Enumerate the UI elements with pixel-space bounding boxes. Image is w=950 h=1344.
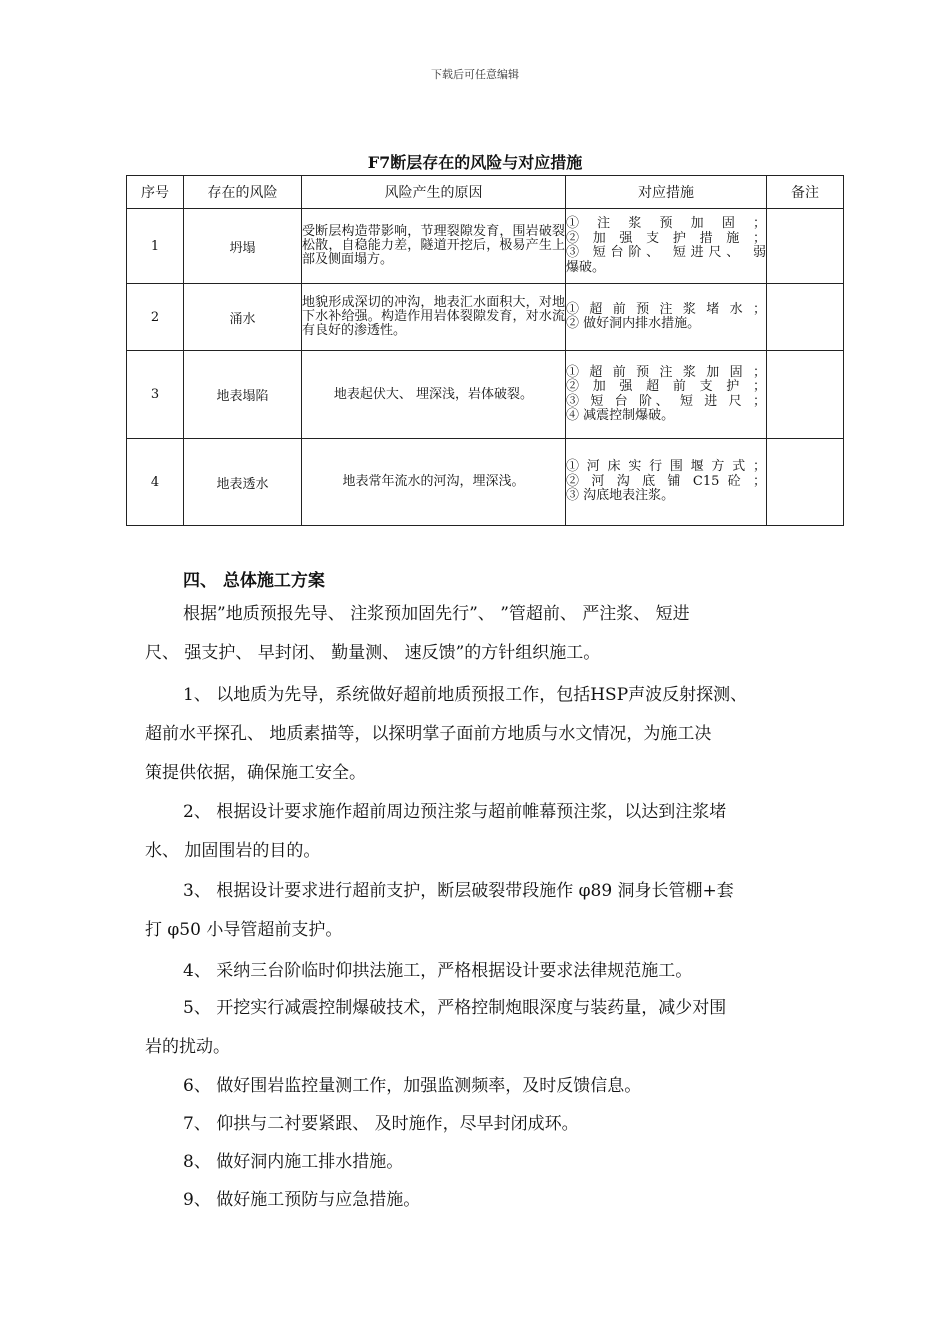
row-risk: 涌水 — [184, 284, 302, 351]
text-line: 2、 根据设计要求施作超前周边预注浆与超前帷幕预注浆，以达到注浆堵 — [183, 802, 727, 822]
text-line: 尺、 强支护、 早封闭、 勤量测、 速反馈”的方针组织施工。 — [145, 643, 601, 663]
row-measures — [566, 439, 767, 526]
table-header-row — [127, 176, 844, 209]
header-risk: 存在的风险 — [184, 176, 302, 209]
intro-paragraph — [145, 595, 808, 673]
row-no: 4 — [127, 439, 184, 526]
text-line: 8、 做好洞内施工排水措施。 — [183, 1152, 404, 1172]
text-line: 1、 以地质为先导，系统做好超前地质预报工作，包括HSP声波反射探测、 — [183, 685, 748, 705]
text-line: 根据”地质预报先导、 注浆预加固先行”、 ”管超前、 严注浆、 短进 — [183, 604, 690, 624]
row-reason: 地表起伏大、 埋深浅，岩体破裂。 — [302, 351, 566, 439]
row-measures — [566, 209, 767, 284]
list-item — [145, 793, 808, 871]
text-line: 岩的扰动。 — [145, 1037, 230, 1057]
measure-line: ② 做好洞内排水措施。 — [566, 316, 701, 331]
measure-line: ① 超 前 预 注 浆 加 固 ； — [566, 364, 766, 380]
text-line: 超前水平探孔、 地质素描等，以探明掌子面前方地质与水文情况，为施工决 — [145, 724, 712, 744]
row-note — [767, 209, 844, 284]
measure-line: ② 河 沟 底 铺 C15 砼 ； — [566, 473, 766, 489]
measure-line: ③ 沟底地表注浆。 — [566, 488, 675, 504]
text-line: 策提供依据，确保施工安全。 — [145, 763, 366, 783]
row-no: 3 — [127, 351, 184, 439]
header-note: 备注 — [767, 176, 844, 209]
row-note — [767, 351, 844, 439]
header-no: 序号 — [127, 176, 184, 209]
text-line: 4、 采纳三台阶临时仰拱法施工，严格根据设计要求法律规范施工。 — [183, 961, 693, 981]
text-line: 9、 做好施工预防与应急措施。 — [183, 1190, 421, 1210]
row-measures — [566, 351, 767, 439]
measure-line: ④ 减震控制爆破。 — [566, 408, 675, 423]
page-header: 下载后可任意编辑 — [431, 68, 519, 81]
row-risk: 地表塌陷 — [184, 351, 302, 439]
measure-line: ③ 短台阶、 短进尺、 弱 — [566, 245, 766, 260]
measure-line: 爆破。 — [566, 259, 606, 275]
text-line: 水、 加固围岩的目的。 — [145, 841, 321, 861]
table-row — [127, 439, 844, 526]
measure-line: ② 加 强 超 前 支 护 ； — [566, 379, 766, 394]
row-measures — [566, 284, 767, 351]
risk-table — [126, 175, 844, 526]
table-row — [127, 284, 844, 351]
section-title: 四、 总体施工方案 — [183, 571, 325, 591]
row-risk: 地表透水 — [184, 439, 302, 526]
measure-line: ① 河 床 实 行 围 堰 方 式 ； — [566, 459, 766, 475]
row-note — [767, 284, 844, 351]
list-item — [145, 1143, 808, 1182]
measure-line: ① 超 前 预 注 浆 堵 水 ； — [566, 301, 766, 317]
list-item — [145, 676, 808, 793]
text-line: 3、 根据设计要求进行超前支护，断层破裂带段施作 φ89 洞身长管棚+套 — [183, 881, 734, 901]
header-measures: 对应措施 — [566, 176, 767, 209]
header-reason: 风险产生的原因 — [302, 176, 566, 209]
table-title: F7断层存在的风险与对应措施 — [367, 153, 583, 172]
measure-line: ③ 短 台 阶、 短 进 尺 ； — [566, 393, 766, 409]
row-reason: 地貌形成深切的冲沟，地表汇水面积大，对地下水补给强。构造作用岩体裂隙发育，对水流有良好的渗透性。 — [302, 284, 566, 351]
list-item — [145, 1067, 808, 1106]
list-item — [145, 989, 808, 1067]
text-line: 6、 做好围岩监控量测工作，加强监测频率，及时反馈信息。 — [183, 1076, 642, 1096]
list-item — [145, 872, 808, 950]
text-line: 7、 仰拱与二衬要紧跟、 及时施作，尽早封闭成环。 — [183, 1114, 579, 1134]
measure-line: ① 注 浆 预 加 固 ； — [566, 216, 766, 231]
text-line: 5、 开挖实行减震控制爆破技术，严格控制炮眼深度与装药量，减少对围 — [183, 998, 727, 1018]
row-no: 1 — [127, 209, 184, 284]
table-row — [127, 351, 844, 439]
measure-line: ② 加 强 支 护 措 施 ； — [566, 230, 766, 246]
text-line: 打 φ50 小导管超前支护。 — [145, 920, 343, 940]
table-row — [127, 209, 844, 284]
list-item — [145, 952, 808, 991]
row-reason: 受断层构造带影响，节理裂隙发育，围岩破裂松散，自稳能力差，隧道开挖后，极易产生上部及侧面塌方。 — [302, 209, 566, 284]
row-risk: 坍塌 — [184, 209, 302, 284]
row-no: 2 — [127, 284, 184, 351]
row-reason: 地表常年流水的河沟，埋深浅。 — [302, 439, 566, 526]
row-note — [767, 439, 844, 526]
list-item — [145, 1181, 808, 1220]
list-item — [145, 1105, 808, 1144]
